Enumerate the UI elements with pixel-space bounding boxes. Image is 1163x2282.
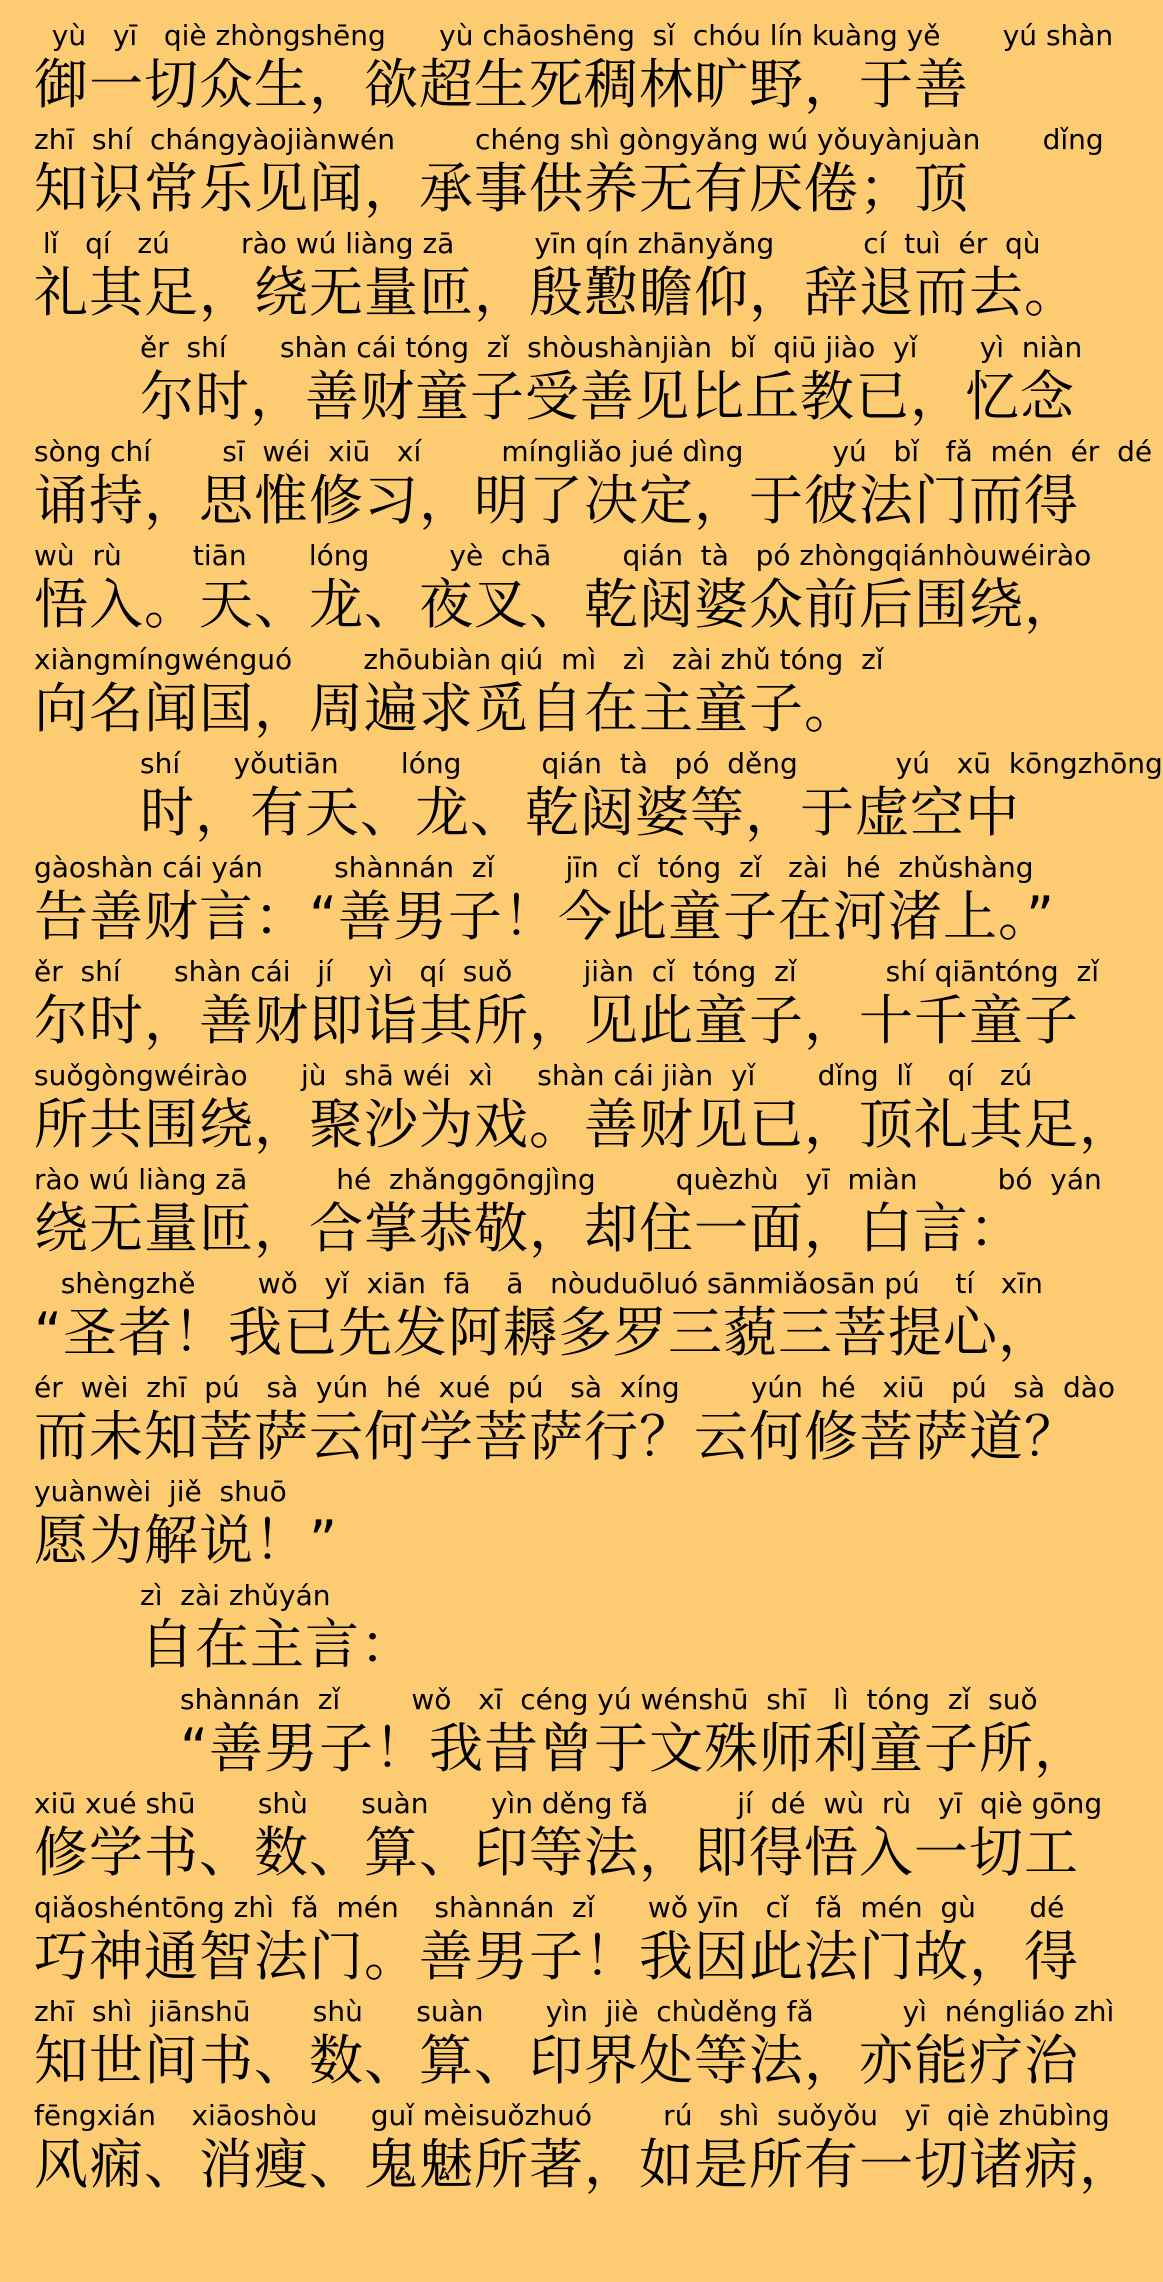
text-line — [180, 1682, 1089, 1786]
text-line — [34, 850, 1055, 954]
pinyin-line: shèngzhě wǒ yǐ xiān fā ā nòuduōluó sānmiǎosān pú tí xīn — [34, 1267, 1043, 1300]
pinyin-line: rào wú liàng zā hé zhǎnggōngjìng quèzhù yī miàn bó yán — [34, 1163, 1102, 1196]
text-line — [34, 642, 1050, 746]
text-line — [34, 1890, 1079, 1994]
hanzi-line: 尔时，善财即诣其所，见此童子，十千童子 — [34, 989, 1079, 1052]
text-line — [34, 1994, 1115, 2098]
text-line — [34, 1266, 1053, 1370]
hanzi-line: “圣者！我已先发阿耨多罗三藐三菩提心， — [34, 1301, 1053, 1364]
text-line — [34, 1058, 1134, 1162]
text-line — [34, 18, 1114, 122]
text-line — [140, 1578, 1050, 1682]
hanzi-line: 悟入。天、龙、夜叉、乾闼婆众前后围绕， — [34, 573, 1079, 636]
pinyin-line: ěr shí shàn cái jí yì qí suǒ jiàn cǐ tóng zǐ shí qiāntóng zǐ — [34, 955, 1099, 988]
pinyin-line: fēngxián xiāoshòu guǐ mèisuǒzhuó rú shì suǒyǒu yī qiè zhūbìng — [34, 2099, 1110, 2132]
text-line — [140, 330, 1083, 434]
hanzi-line: 而未知菩萨云何学菩萨行？云何修菩萨道？ — [34, 1405, 1079, 1468]
pinyin-line: zì zài zhǔyán — [140, 1579, 331, 1612]
text-line — [34, 434, 1153, 538]
hanzi-line: 礼其足，绕无量匝，殷懃瞻仰，辞退而去。 — [34, 261, 1079, 324]
pinyin-line: suǒgòngwéirào jù shā wéi xì shàn cái jiàn yǐ dǐng lǐ qí zú — [34, 1059, 1033, 1092]
hanzi-line: 向名闻国，周遍求觅自在主童子。 — [34, 677, 859, 740]
pinyin-line: wù rù tiān lóng yè chā qián tà pó zhòngqiánhòuwéirào — [34, 539, 1092, 572]
pinyin-line: yuànwèi jiě shuō — [34, 1475, 287, 1508]
text-line — [34, 1370, 1116, 1474]
hanzi-line: 时，有天、龙、乾闼婆等，于虚空中 — [140, 781, 1020, 844]
hanzi-line: 所共围绕，聚沙为戏。善财见已，顶礼其足， — [34, 1093, 1134, 1156]
hanzi-line: 绕无量匝，合掌恭敬，却住一面，白言： — [34, 1197, 1024, 1260]
hanzi-line: 修学书、数、算、印等法，即得悟入一切工 — [34, 1821, 1079, 1884]
pinyin-line: ěr shí shàn cái tóng zǐ shòushànjiàn bǐ qiū jiào yǐ yì niàn — [140, 331, 1083, 364]
pinyin-line: xiàngmíngwénguó zhōubiàn qiú mì zì zài zhǔ tóng zǐ — [34, 643, 884, 676]
hanzi-line: 尔时，善财童子受善见比丘教已，忆念 — [140, 365, 1075, 428]
pinyin-line: shànnán zǐ wǒ xī céng yú wénshū shī lì tóng zǐ suǒ — [180, 1683, 1038, 1716]
text-line — [140, 746, 1163, 850]
pinyin-line: yù yī qiè zhòngshēng yù chāoshēng sǐ chóu lín kuàng yě yú shàn — [34, 19, 1114, 52]
pinyin-line: xiū xué shū shù suàn yìn děng fǎ jí dé wù rù yī qiè gōng — [34, 1787, 1103, 1820]
text-line — [34, 1474, 1050, 1578]
hanzi-line: 御一切众生，欲超生死稠林旷野，于善 — [34, 53, 969, 116]
hanzi-line: 诵持，思惟修习，明了决定，于彼法门而得 — [34, 469, 1079, 532]
hanzi-line: 告善财言：“善男子！今此童子在河渚上。” — [34, 885, 1055, 948]
hanzi-line: “善男子！我昔曾于文殊师利童子所， — [180, 1717, 1089, 1780]
pinyin-line: lǐ qí zú rào wú liàng zā yīn qín zhānyǎng cí tuì ér qù — [34, 227, 1041, 260]
pinyin-line: shí yǒutiān lóng qián tà pó děng yú xū kōngzhōng — [140, 747, 1163, 780]
pinyin-line: zhī shì jiānshū shù suàn yìn jiè chùděng fǎ yì néngliáo zhì — [34, 1995, 1115, 2028]
hanzi-line: 自在主言： — [140, 1613, 415, 1676]
text-line — [34, 538, 1092, 642]
text-line — [34, 1162, 1102, 1266]
hanzi-line: 知识常乐见闻，承事供养无有厌倦；顶 — [34, 157, 969, 220]
hanzi-line: 知世间书、数、算、印界处等法，亦能疗治 — [34, 2029, 1079, 2092]
text-line — [34, 226, 1079, 330]
pinyin-line: gàoshàn cái yán shànnán zǐ jīn cǐ tóng zǐ zài hé zhǔshàng — [34, 851, 1034, 884]
text-line — [34, 122, 1104, 226]
pinyin-line: qiǎoshéntōng zhì fǎ mén shànnán zǐ wǒ yīn cǐ fǎ mén gù dé — [34, 1891, 1065, 1924]
pinyin-line: sòng chí sī wéi xiū xí míngliǎo jué dìng yú bǐ fǎ mén ér dé — [34, 435, 1153, 468]
text-line — [34, 2098, 1134, 2202]
text-line — [34, 954, 1099, 1058]
hanzi-line: 风痫、消瘦、鬼魅所著，如是所有一切诸病， — [34, 2133, 1134, 2196]
pinyin-line: ér wèi zhī pú sà yún hé xué pú sà xíng yún hé xiū pú sà dào — [34, 1371, 1116, 1404]
pinyin-line: zhī shí chángyàojiànwén chéng shì gòngyǎng wú yǒuyànjuàn dǐng — [34, 123, 1104, 156]
text-line — [34, 1786, 1103, 1890]
hanzi-line: 愿为解说！” — [34, 1509, 338, 1572]
hanzi-line: 巧神通智法门。善男子！我因此法门故，得 — [34, 1925, 1079, 1988]
